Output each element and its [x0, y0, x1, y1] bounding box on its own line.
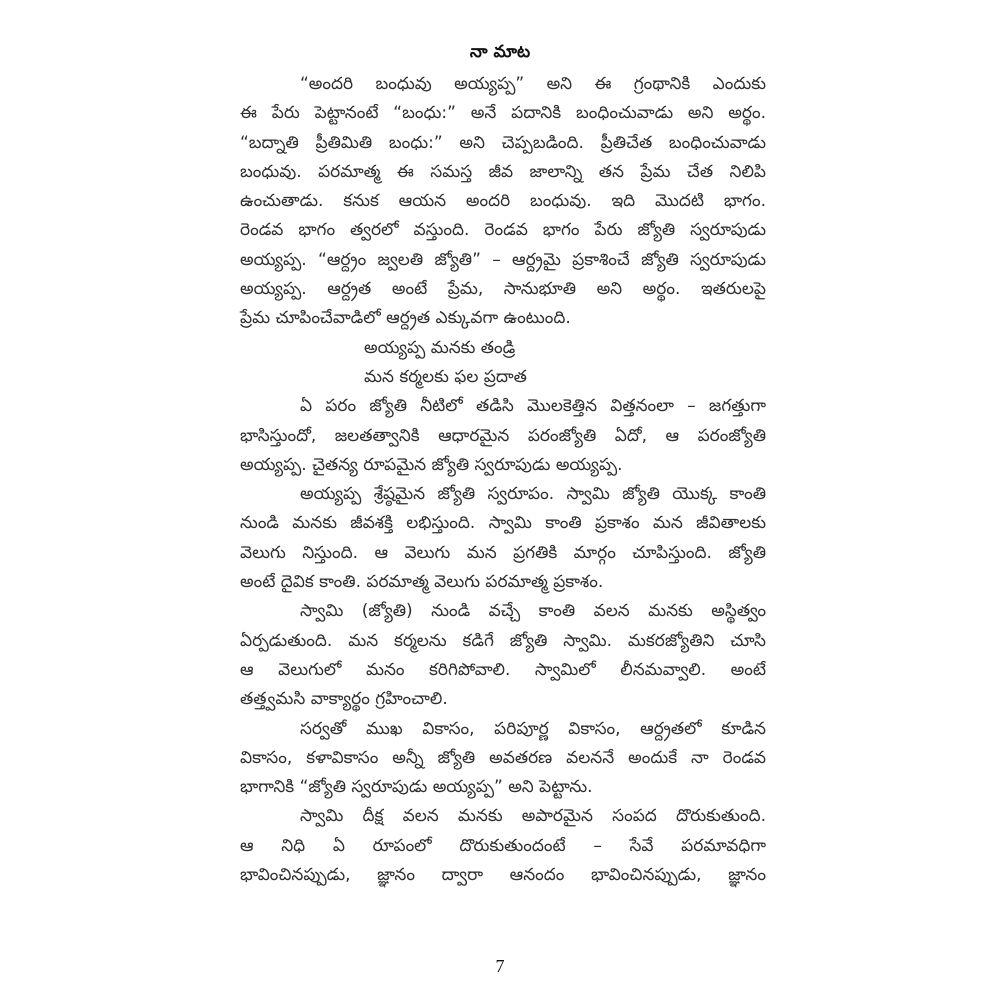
text-line: ఏ పరం జ్యోతి నీటిలో తడిసి మొలకెత్తిన విత్తనంలా – జగత్తుగా	[300, 396, 766, 417]
text-line: అయ్యప్ప. ఆర్ద్రత అంటే ప్రేమ, సానుభూతి అని అర్థం. ఇతరులపై	[240, 279, 766, 300]
text-line: ఉంచుతాడు. కనుక ఆయన అందరి బంధువు. ఇది మొదటి భాగం.	[240, 191, 766, 212]
text-line: అంటే దైవిక కాంతి. పరమాత్మ వెలుగు పరమాత్మ ప్రకాశం.	[240, 572, 604, 593]
text-line: ఈ పేరు పెట్టానంటే “బంధు:” అనే పదానికి బంధించువాడు అని అర్థం.	[240, 103, 766, 124]
text-line: సర్వతో ముఖ వికాసం, పరిపూర్ణ వికాసం, ఆర్ద్రతలో కూడిన	[300, 718, 766, 739]
text-line: వికాసం, కళావికాసం అన్నీ జ్యోతి అవతరణ వలననే అందుకే నా రెండవ	[240, 747, 766, 768]
page-number: 7	[495, 956, 505, 976]
text-line: నుండి మనకు జీవశక్తి లభిస్తుంది. స్వామి కాంతి ప్రకాశం మన జీవితాలకు	[240, 513, 766, 534]
verse-line: మన కర్మలకు ఫల ప్రదాత	[364, 366, 527, 387]
text-line: రెండవ భాగం త్వరలో వస్తుంది. రెండవ భాగం పేరు జ్యోతి స్వరూపుడు	[240, 220, 766, 241]
text-line: ఆ నిధి ఏ రూపంలో దొరుకుతుందంటే – సేవే పరమావధిగా	[240, 835, 766, 856]
text-line: భావించినప్పుడు, జ్ఞానం ద్వారా ఆనందం భావించినప్పుడు, జ్ఞానం	[240, 865, 766, 886]
text-line: “అందరి బంధువు అయ్యప్ప” అని ఈ గ్రంథానికి ఎందుకు	[300, 74, 766, 94]
text-line: భాసిస్తుందో, జలతత్వానికి ఆధారమైన పరంజ్యోతి ఏదో, ఆ పరంజ్యోతి	[240, 425, 766, 446]
text-line: ఆ వెలుగులో మనం కరిగిపోవాలి. స్వామిలో లీనమవ్వాలి. అంటే	[240, 659, 766, 680]
text-line: ప్రేమ చూపించేవాడిలో ఆర్ద్రత ఎక్కువగా ఉంటుంది.	[240, 308, 571, 329]
text-line: అయ్యప్ప శ్రేష్ఠమైన జ్యోతి స్వరూపం. స్వామి జ్యోతి యొక్క కాంతి	[300, 484, 766, 505]
page-title: నా మాట	[469, 42, 531, 62]
text-line: భాగానికి “జ్యోతి స్వరూపుడు అయ్యప్ప” అని పెట్టాను.	[240, 777, 593, 798]
text-line: తత్త్వమసి వాక్యార్థం గ్రహించాలి.	[240, 689, 448, 710]
text-line: “బద్నాతి ప్రీతిమితి బంధు:” అని చెప్పబడింది. ప్రీతిచేత బంధించువాడు	[240, 132, 766, 153]
text-line: బంధువు. పరమాత్మ ఈ సమస్త జీవ జాలాన్ని తన ప్రేమ చేత నిలిపి	[240, 161, 766, 182]
text-line: వెలుగు నిస్తుంది. ఆ వెలుగు మన ప్రగతికి మార్గం చూపిస్తుంది. జ్యోతి	[240, 542, 766, 563]
text-line: అయ్యప్ప. చైతన్య రూపమైన జ్యోతి స్వరూపుడు అయ్యప్ప.	[240, 454, 623, 475]
text-line: స్వామి (జ్యోతి) నుండి వచ్చే కాంతి వలన మనకు అస్థిత్వం	[300, 601, 766, 622]
verse-line: అయ్యప్ప మనకు తండ్రి	[364, 337, 516, 358]
text-line: అయ్యప్ప. “ఆర్ద్రం జ్వలతి జ్యోతి” – ఆర్ద్రమై ప్రకాశించే జ్యోతి స్వరూపుడు	[240, 249, 766, 270]
body-text	[240, 70, 766, 890]
text-line: స్వామి దీక్ష వలన మనకు అపారమైన సంపద దొరుకుతుంది.	[300, 806, 766, 827]
text-line: ఏర్పడుతుంది. మన కర్మలను కడిగే జ్యోతి స్వామి. మకరజ్యోతిని చూసి	[240, 630, 766, 651]
